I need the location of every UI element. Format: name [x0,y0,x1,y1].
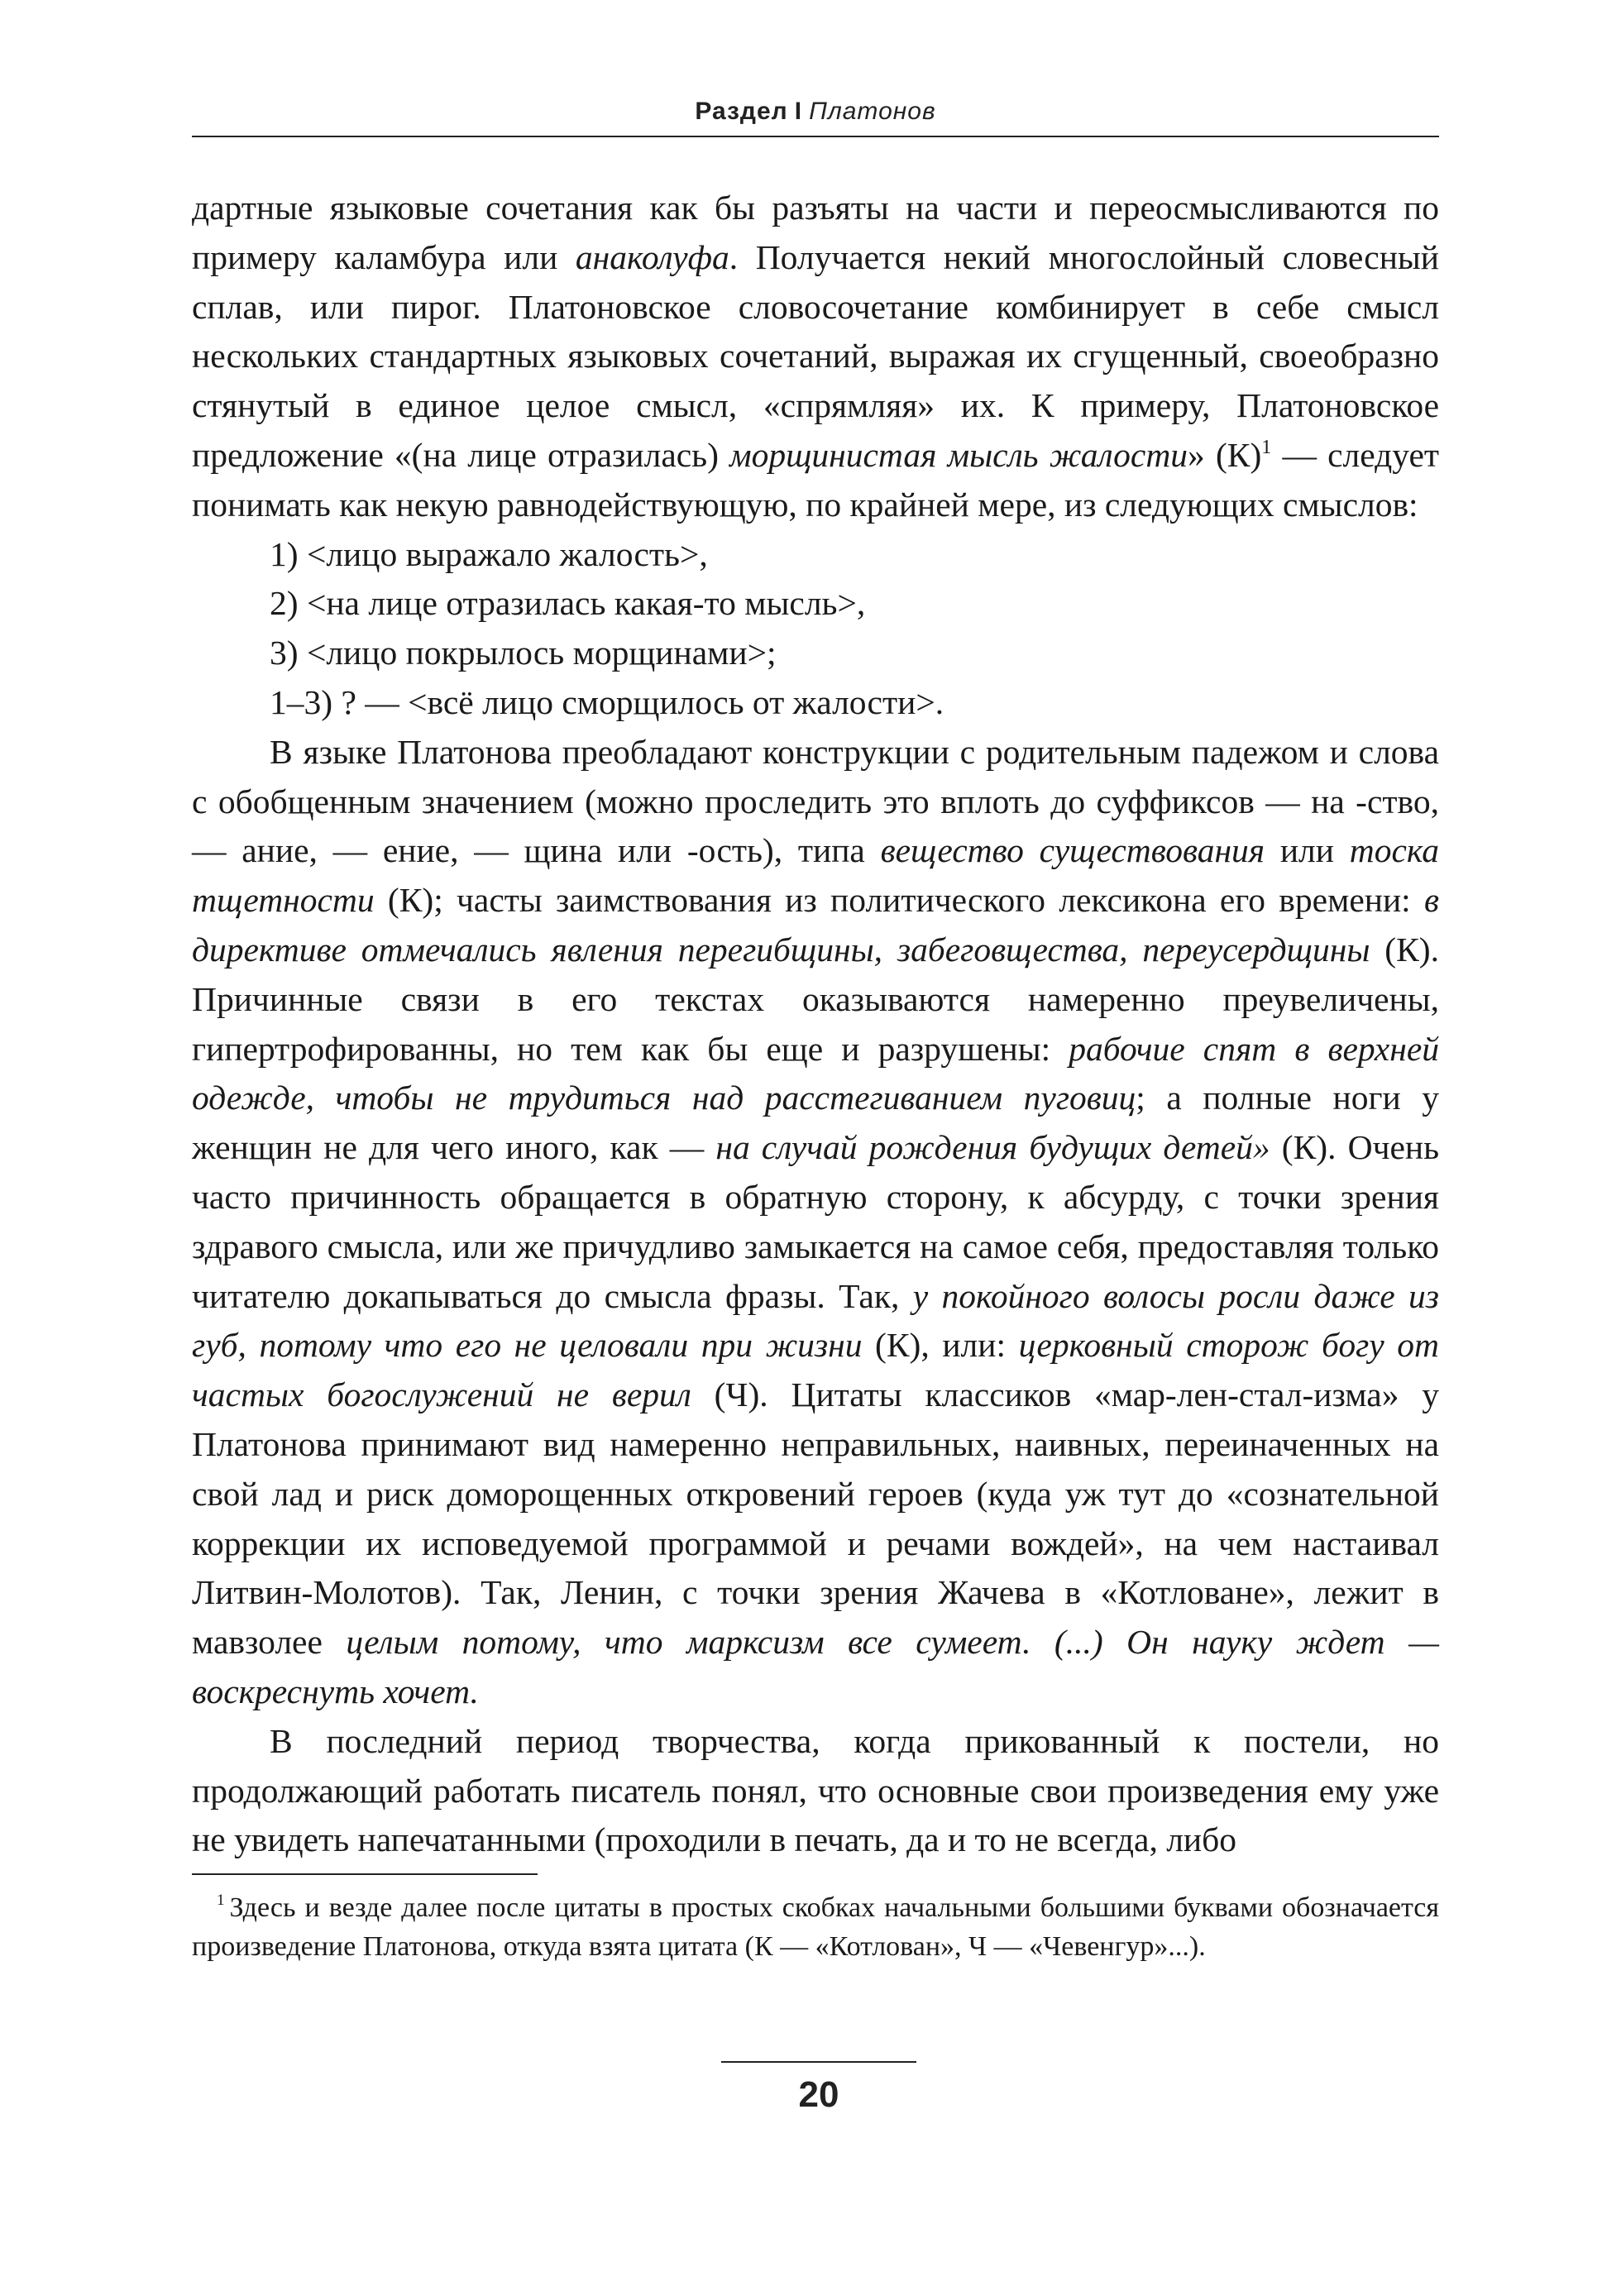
paragraph-1 [192,184,1439,530]
running-head-chapter: Платонов [809,98,936,125]
footnote-marker: 1 [217,1892,225,1909]
text-span: (К); часты заимствования из политического лексикона его времени: [374,881,1424,920]
footnote-reference[interactable]: 1 [1261,436,1272,458]
page-number-rule [721,2061,916,2063]
italic-quote: в директиве отмечались явления перегибщины, забеговщества, переусердщины [192,881,1439,969]
text-span: — следует понимать как некую равнодействующую, по крайней мере, из следующих смыслов: [192,435,1440,524]
italic-quote: церковный сторож богу от частых богослужений не верил [192,1326,1440,1414]
text-span: В языке Платонова преобладают конструкции с родительным падежом и слова с обобщенным значением (можно проследить это вплоть до суффиксов — на -ство, — ание, — ение, — щина или -ость), типа [192,732,1439,870]
list-item: 1) <лицо выражало жалость>, [270,534,708,573]
page-number: 20 [798,2074,839,2115]
italic-quote: у покойного волосы росли даже из губ, потому что его не целовали при жизни [192,1276,1439,1365]
footnote-rule [192,1873,538,1875]
footnote [192,1889,1439,1966]
text-span: ; а полные ноги у женщин не для чего иного, как — [192,1079,1439,1167]
text-span: (Ч). Цитаты классиков «мар-лен-стал-изма» у Платонова принимают вид намеренно неправильных, наивных, переиначенных на свой лад и риск доморощенных откровений героев (куда уж тут до «сознательной коррекции их исповедуемой программой и речами вождей», на чем настаивал Литвин-Молотов). Так, Ленин, с точки зрения Жачева в «Котловане», лежит в мавзолее [192,1375,1440,1662]
running-head-section: Раздел [695,98,788,125]
paragraph-3: В последний период творчества, когда прикованный к постели, но продолжающий работать писатель понял, что основные свои произведения ему уже не увидеть напечатанными (проходили в печать, да и то не всегда, либо [192,1721,1439,1859]
text-span: дартные языковые сочетания как бы разъяты на части и переосмысливаются по примеру каламбура или [192,189,1439,276]
italic-quote: целым потому, что марксизм все сумеет. (...) Он науку ждет — воскреснуть хочет. [192,1623,1439,1710]
list-item: 2) <на лице отразилась какая-то мысль>, [270,584,866,623]
list-item: 3) <лицо покрылось морщинами>; [270,634,777,672]
list-item: 1–3) ? — <всё лицо сморщилось от жалости>. [270,682,944,721]
running-head [192,98,1439,126]
italic-quote: рабочие спят в верхней одежде, чтобы не трудиться над расстегиванием пуговиц [192,1029,1439,1117]
text-span: или [1265,831,1350,870]
paragraph-2 [192,728,1439,1717]
italic-term: анаколуфа [575,237,729,276]
italic-quote: на случай рождения будущих детей» [715,1128,1270,1167]
running-head-separator: I [794,98,803,125]
header-rule [192,136,1439,137]
italic-quote: морщинистая мысль жалости [729,435,1188,474]
body-text [192,184,1439,1865]
text-span: » (К) [1188,435,1262,474]
footnote-text: Здесь и везде далее после цитаты в простых скобках начальными большими буквами обозначается произведение Платонова, откуда взята цитата (К — «Котлован», Ч — «Чевенгур»...). [192,1892,1439,1962]
text-span: (К), или: [862,1326,1019,1365]
text-span: (К). Причинные связи в его текстах оказываются намеренно преувеличены, гипертрофированны, но тем как бы еще и разрушены: [192,930,1439,1068]
italic-quote: вещество существования [880,831,1265,870]
text-span: (К). Очень часто причинность обращается в обратную сторону, к абсурду, с точки зрения здравого смысла, или же причудливо замыкается на самое себя, предоставляя только читателю докапываться до смысла фразы. Так, [192,1128,1439,1315]
italic-quote: тоска тщетности [192,831,1439,920]
text-span: . Получается некий многослойный словесный сплав, или пирог. Платоновское словосочетание комбинирует в себе смысл нескольких стандартных языковых сочетаний, выражая их сгущенный, своеобразно стянутый в единое целое смысл, «спрямляя» их. К примеру, Платоновское предложение «(на лице отразилась) [192,237,1439,474]
